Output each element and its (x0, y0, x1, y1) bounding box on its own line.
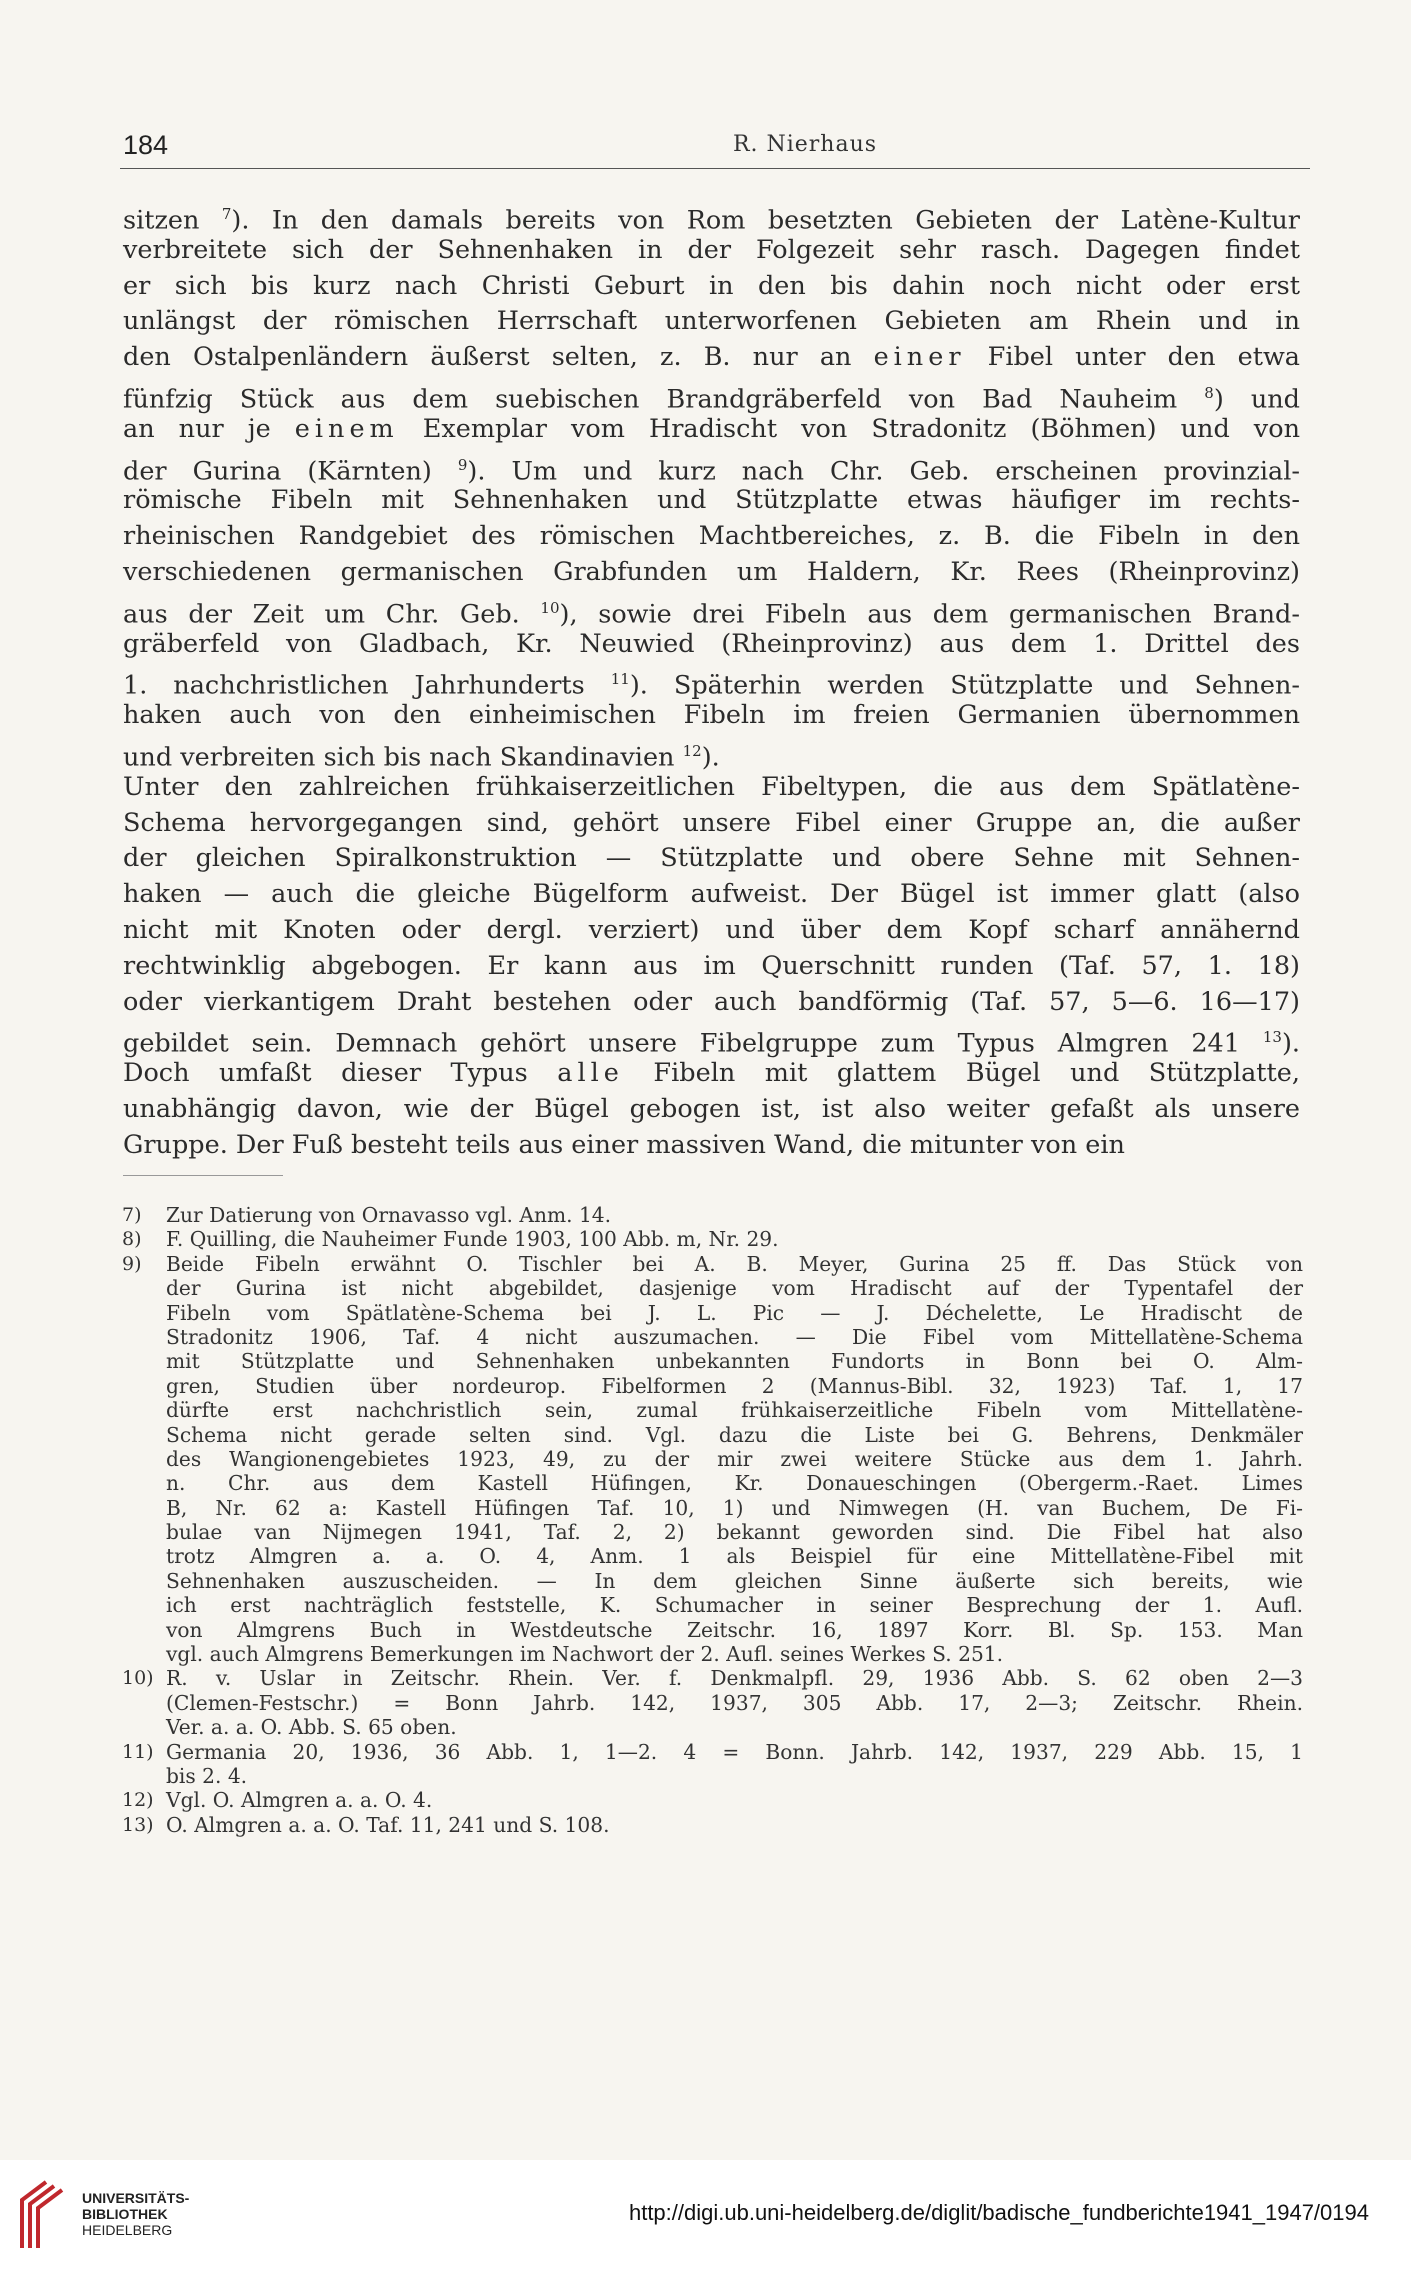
text-line: Gruppe. Der Fuß besteht teils aus einer massiven Wand, die mitunter von ein (123, 1129, 1125, 1160)
footnote-text: Zur Datierung von Ornavasso vgl. Anm. 14. (166, 1203, 612, 1227)
text-line: rechtwinklig abgebogen. Er kann aus im Querschnitt runden (Taf. 57, 1. 18) (123, 950, 1300, 981)
library-name-line2: BIBLIOTHEK (82, 2206, 168, 2222)
text-line: rheinischen Randgebiet des römischen Machtbereiches, z. B. die Fibeln in den (123, 521, 1300, 552)
footnote-line (118, 1423, 1303, 1447)
footnote-line (118, 1203, 1303, 1227)
footnote-number: 7) (122, 1204, 142, 1226)
footnote-text: Ver. a. a. O. Abb. S. 65 oben. (166, 1715, 457, 1740)
footnote-text: B, Nr. 62 a: Kastell Hüfingen Taf. 10, 1) und Nimwegen (H. van Buchem, De Fi- (166, 1495, 1303, 1520)
footnote-ref: 9 (457, 455, 468, 474)
text-line: gräberfeld von Gladbach, Kr. Neuwied (Rheinprovinz) aus dem 1. Drittel des (123, 628, 1300, 659)
footnote-line (118, 1301, 1303, 1325)
footnote-line (118, 1593, 1303, 1617)
footnote-line (118, 1276, 1303, 1300)
footnote-line (118, 1764, 1303, 1788)
footnote-line (118, 1666, 1303, 1690)
footnote-text: (Clemen-Festschr.) = Bonn Jahrb. 142, 1937, 305 Abb. 17, 2—3; Zeitschr. Rhein. (166, 1690, 1303, 1715)
footnote-text: R. v. Uslar in Zeitschr. Rhein. Ver. f. Denkmalpfl. 29, 1936 Abb. S. 62 oben 2—3 (166, 1666, 1303, 1691)
footnote-line (118, 1252, 1303, 1276)
footnote-text: Sehnenhaken auszuscheiden. — In dem gleichen Sinne äußerte sich bereits, wie (166, 1568, 1303, 1593)
text-line: oder vierkantigem Draht bestehen oder auch bandförmig (Taf. 57, 5—6. 16—17) (123, 986, 1300, 1017)
library-logo-icon (16, 2178, 64, 2250)
footnote-line (118, 1788, 1303, 1812)
footnote-text: bulae van Nijmegen 1941, Taf. 2, 2) bekannt geworden sind. Die Fibel hat also (166, 1520, 1303, 1545)
text-line: aus der Zeit um Chr. Geb. $^{10}$), sowie drei Fibeln aus dem germanischen Brand- (123, 598, 1300, 630)
footnote-text: ich erst nachträglich feststelle, K. Schumacher in seiner Besprechung der 1. Aufl. (166, 1593, 1303, 1618)
text-line: der gleichen Spiralkonstruktion — Stützplatte und obere Sehne mit Sehnen- (123, 843, 1300, 874)
footnote-text: vgl. auch Almgrens Bemerkungen im Nachwort der 2. Aufl. seines Werkes S. 251. (166, 1642, 1004, 1667)
footnote-text: Fibeln vom Spätlatène-Schema bei J. L. Pic — J. Déchelette, Le Hradischt de (166, 1300, 1303, 1325)
footnote-number: 13) (122, 1813, 154, 1836)
footnote-line (118, 1618, 1303, 1642)
footnote-line (118, 1447, 1303, 1471)
text-line: haken — auch die gleiche Bügelform aufweist. Der Bügel ist immer glatt (also (123, 879, 1300, 910)
footnote-text: von Almgrens Buch in Westdeutsche Zeitschr. 16, 1897 Korr. Bl. Sp. 153. Man (166, 1617, 1303, 1642)
footnote-text: Beide Fibeln erwähnt O. Tischler bei A. B. Meyer, Gurina 25 ff. Das Stück von (166, 1251, 1303, 1276)
library-name-line3: HEIDELBERG (82, 2222, 173, 2238)
running-head-author: R. Nierhaus (732, 132, 878, 157)
footnote-line (118, 1740, 1303, 1764)
running-head (120, 128, 1310, 169)
footnote-line (118, 1374, 1303, 1398)
footnote-line (118, 1398, 1303, 1422)
library-name (82, 2190, 189, 2238)
footnote-line (118, 1520, 1303, 1544)
text-line: sitzen $^7$). In den damals bereits von Rom besetzten Gebieten der Latène-Kultur (123, 205, 1300, 236)
footnote-text: Stradonitz 1906, Taf. 4 nicht auszumachen. — Die Fibel vom Mittellatène-Schema (166, 1324, 1303, 1349)
footnote-text: trotz Almgren a. a. O. 4, Anm. 1 als Beispiel für eine Mittellatène-Fibel mit (166, 1544, 1303, 1569)
footnote-text: mit Stützplatte und Sehnenhaken unbekannten Fundorts in Bonn bei O. Alm- (166, 1349, 1303, 1374)
page-number: 184 (123, 130, 169, 160)
footnote-ref: 13 (1262, 1028, 1282, 1047)
footnote-ref: 8 (1204, 383, 1214, 402)
footnote-text: gren, Studien über nordeurop. Fibelformen 2 (Mannus-Bibl. 32, 1923) Taf. 1, 17 (166, 1373, 1303, 1398)
emphasis-spaced: einem (294, 413, 399, 444)
text-line: Unter den zahlreichen frühkaiserzeitlichen Fibeltypen, die aus dem Spätlatène- (123, 771, 1300, 802)
main-text (123, 197, 1300, 1164)
text-line: unabhängig davon, wie der Bügel gebogen ist, ist also weiter gefaßt als unsere (123, 1093, 1300, 1124)
text-line: und verbreiten sich bis nach Skandinavien $^{12}$). (123, 741, 720, 773)
footnote-number: 12) (122, 1789, 154, 1812)
footnote-line (118, 1544, 1303, 1568)
footnote-text: Germania 20, 1936, 36 Abb. 1, 1—2. 4 = Bonn. Jahrb. 142, 1937, 229 Abb. 15, 1 (166, 1739, 1303, 1764)
footnote-ref: 10 (540, 598, 560, 617)
text-line: 1. nachchristlichen Jahrhunderts $^{11}$). Späterhin werden Stützplatte und Sehnen- (123, 670, 1300, 701)
footnote-text: des Wangionengebietes 1923, 49, zu der mir zwei weitere Stücke aus dem 1. Jahrh. (166, 1446, 1303, 1471)
text-line: verbreitete sich der Sehnenhaken in der Folgezeit sehr rasch. Dagegen findet (123, 234, 1300, 265)
footnote-line (118, 1691, 1303, 1715)
footnote-text: Vgl. O. Almgren a. a. O. 4. (166, 1788, 433, 1813)
footnote-text: der Gurina ist nicht abgebildet, dasjenige vom Hradischt auf der Typentafel der (166, 1276, 1303, 1301)
text-line: den Ostalpenländern äußerst selten, z. B. nur an einer Fibel unter den etwa (123, 342, 1300, 373)
library-name-line1: UNIVERSITÄTS- (82, 2190, 190, 2206)
footnote-number: 10) (122, 1667, 154, 1690)
footnote-text: n. Chr. aus dem Kastell Hüfingen, Kr. Donaueschingen (Obergerm.-Raet. Limes (166, 1471, 1303, 1496)
text-line: an nur je einem Exemplar vom Hradischt von Stradonitz (Böhmen) und von (123, 413, 1300, 444)
text-line: gebildet sein. Demnach gehört unsere Fibelgruppe zum Typus Almgren 241 $^{13}$). (123, 1028, 1300, 1059)
footnote-text: bis 2. 4. (166, 1763, 248, 1788)
footnote-line (118, 1325, 1303, 1349)
footnote-line (118, 1569, 1303, 1593)
footnote-ref: 12 (682, 741, 702, 760)
footnote-number: 9) (122, 1252, 142, 1275)
footnote-text: Schema nicht gerade selten sind. Vgl. dazu die Liste bei G. Behrens, Denkmäler (166, 1422, 1303, 1447)
text-line: unlängst der römischen Herrschaft unterworfenen Gebieten am Rhein und in (123, 306, 1300, 337)
footnote-ref: 11 (610, 670, 630, 689)
text-line: nicht mit Knoten oder dergl. verziert) und über dem Kopf scharf annähernd (123, 914, 1300, 945)
text-line: römische Fibeln mit Sehnenhaken und Stützplatte etwas häufiger im rechts- (123, 485, 1300, 516)
footnote-text: O. Almgren a. a. O. Taf. 11, 241 und S. 108. (166, 1812, 610, 1837)
footnotes (118, 1203, 1303, 1837)
text-line: verschiedenen germanischen Grabfunden um Haldern, Kr. Rees (Rheinprovinz) (123, 556, 1300, 587)
text-line: Schema hervorgegangen sind, gehört unsere Fibel einer Gruppe an, die außer (123, 807, 1300, 838)
footnote-line (118, 1813, 1303, 1837)
footnote-number: 11) (122, 1740, 154, 1763)
footnote-line (118, 1715, 1303, 1739)
text-line: er sich bis kurz nach Christi Geburt in den bis dahin noch nicht oder erst (123, 270, 1300, 301)
emphasis-spaced: einer (873, 342, 966, 373)
footnote-line (118, 1349, 1303, 1373)
viewer-footer (0, 2160, 1411, 2273)
footnote-line (118, 1227, 1303, 1251)
emphasis-spaced: alle (557, 1058, 624, 1089)
footnote-number: 8) (122, 1228, 142, 1251)
footnote-line (118, 1496, 1303, 1520)
footnote-text: dürfte erst nachchristlich sein, zumal frühkaiserzeitliche Fibeln vom Mittellatène- (166, 1398, 1303, 1423)
footnote-line (118, 1471, 1303, 1495)
footnote-line (118, 1642, 1303, 1666)
permalink-url[interactable]: http://digi.ub.uni-heidelberg.de/diglit/badische_fundberichte1941_1947/0194 (628, 2200, 1369, 2225)
footnote-ref: 7 (221, 205, 232, 223)
footnote-text: F. Quilling, die Nauheimer Funde 1903, 100 Abb. m, Nr. 29. (166, 1227, 779, 1252)
text-line: der Gurina (Kärnten) $^9$). Um und kurz nach Chr. Geb. erscheinen provinzial- (123, 455, 1300, 487)
text-line: Doch umfaßt dieser Typus alle Fibeln mit glattem Bügel und Stützplatte, (123, 1058, 1300, 1089)
text-line: fünfzig Stück aus dem suebischen Brandgräberfeld von Bad Nauheim $^8$) und (123, 383, 1300, 415)
footnote-rule (123, 1175, 283, 1176)
text-line: haken auch von den einheimischen Fibeln im freien Germanien übernommen (123, 700, 1300, 731)
